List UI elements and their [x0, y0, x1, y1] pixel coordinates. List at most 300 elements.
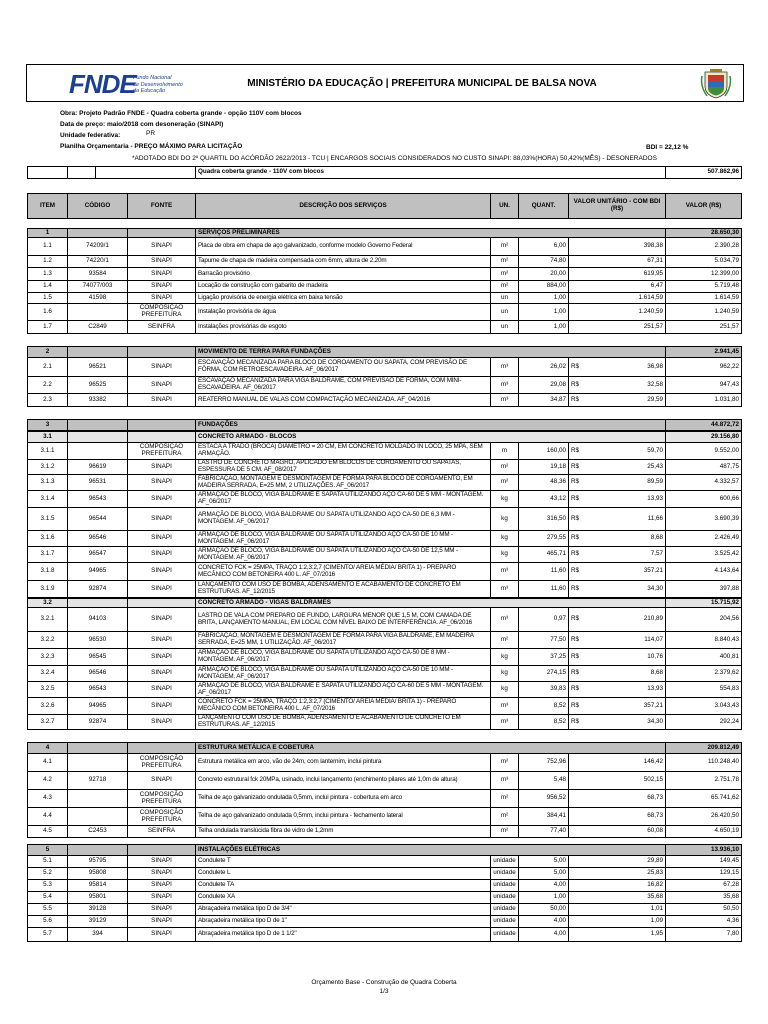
code-cell: C2453 [67, 826, 127, 837]
currency-label: R$ [571, 615, 580, 623]
source-cell: COMPOSIÇÃO PREFEITURA [127, 808, 195, 825]
description-cell: LASTRO DE CONCRETO MAGRO, APLICADO EM BLOCOS DE COROAMENTO OU SAPATAS, ESPESSURA DE 5 CM. AF_08/2017 [195, 460, 490, 474]
item-cell: 3.2.1 [27, 608, 67, 631]
source-cell [127, 432, 195, 442]
table-row [27, 547, 742, 563]
quantity-cell: 11,60 [518, 563, 568, 580]
unit-price-cell [568, 715, 665, 729]
source-cell: SINAPI [127, 256, 195, 267]
code-cell: 96544 [67, 508, 127, 530]
description-cell: CONCRETO FCK = 25MPA, TRAÇO 1:2,3:2,7 (CIMENTO/ AREIA MÉDIA/ BRITA 1) - PREPARO MECÂNICO COM BETONEIRA 400 L. AF_07/2016 [195, 563, 490, 580]
description-cell: MOVIMENTO DE TERRA PARA FUNDAÇÕES [195, 347, 665, 357]
description-cell: CONCRETO ARMADO - BLOCOS [195, 432, 665, 442]
currency-label: R$ [571, 701, 580, 709]
table-row [27, 608, 742, 632]
table-row [27, 491, 742, 508]
quantity-cell: 1,00 [518, 892, 568, 903]
subgroup-row [27, 598, 742, 608]
quantity-cell: 752,96 [518, 754, 568, 771]
code-cell: 93382 [67, 394, 127, 406]
table-row [27, 531, 742, 547]
quantity-cell: 50,00 [518, 904, 568, 915]
table-row [27, 649, 742, 666]
item-cell: 1.3 [27, 268, 67, 280]
source-cell: SINAPI [127, 281, 195, 292]
item-cell: 3.1.1 [27, 443, 67, 459]
code-cell [67, 845, 127, 855]
unit-price-value: 29,89 [647, 857, 663, 865]
description-cell: LANÇAMENTO COM USO DE BOMBA, ADENSAMENTO E ACABAMENTO DE CONCRETO EM ESTRUTURAS. AF_12/2015 [195, 715, 490, 729]
item-cell: 5 [27, 845, 67, 855]
unit-price-value: 68,73 [647, 812, 663, 820]
item-cell: 1.6 [27, 304, 67, 320]
table-row [27, 632, 742, 649]
code-cell [67, 432, 127, 442]
table-row [27, 256, 742, 268]
code-cell: 94965 [67, 698, 127, 714]
item-cell: 5.2 [27, 868, 67, 879]
unit-cell: unidade [490, 880, 518, 891]
unit-price-cell [568, 880, 665, 891]
unit-price-cell [568, 698, 665, 714]
col-codigo: CÓDIGO [67, 194, 127, 218]
total-cell: 8.840,43 [665, 632, 742, 648]
unit-price-cell [568, 649, 665, 665]
table-row [27, 880, 742, 892]
table-row [27, 475, 742, 491]
unit-cell: m [490, 443, 518, 459]
table-row [27, 281, 742, 293]
currency-label: R$ [571, 534, 580, 542]
currency-label: R$ [571, 685, 580, 693]
item-cell: 3.1.5 [27, 508, 67, 530]
unit-cell: unidade [490, 856, 518, 867]
code-cell: C2849 [67, 321, 127, 333]
table-row [27, 868, 742, 880]
code-cell [67, 808, 127, 825]
item-cell: 3.1.6 [27, 531, 67, 546]
unit-cell: kg [490, 491, 518, 507]
table-row [27, 892, 742, 904]
unit-price-cell [568, 321, 665, 333]
source-cell: SINAPI [127, 916, 195, 927]
unit-price-value: 25,43 [647, 462, 663, 470]
description-cell: FABRICAÇÃO, MONTAGEM E DESMONTAGEM DE FÔRMA PARA VIGA BALDRAME, EM MADEIRA SERRADA, E=25 MM, 1 UTILIZAÇÃO. AF_06/2017 [195, 632, 490, 648]
total-cell: 110.248,40 [665, 754, 742, 771]
unit-price-cell [568, 238, 665, 255]
description-cell: Abraçadeira metálica tipo D de 1" [195, 916, 490, 927]
unit-cell: un [490, 293, 518, 303]
unit-cell: kg [490, 508, 518, 530]
item-cell: 2.1 [27, 358, 67, 376]
code-cell [67, 304, 127, 320]
item-cell: 4 [27, 743, 67, 753]
group-row [27, 419, 742, 431]
unit-price-cell [568, 460, 665, 474]
description-cell: Condulete TA [195, 880, 490, 891]
source-cell [127, 743, 195, 753]
item-cell: 4.4 [27, 808, 67, 825]
unit-price-value: 7,57 [650, 550, 663, 558]
unit-price-cell [568, 268, 665, 280]
total-cell: 12.399,00 [665, 268, 742, 280]
source-cell: SINAPI [127, 358, 195, 376]
currency-label: R$ [571, 395, 580, 403]
description-cell: SERVIÇOS PRELIMINARES [195, 229, 665, 237]
unit-price-value: 10,76 [647, 652, 663, 660]
quantity-cell: 77,50 [518, 632, 568, 648]
description-cell: Instalações provisórias de esgoto [195, 321, 490, 333]
total-cell: 600,66 [665, 491, 742, 507]
quantity-cell: 8,52 [518, 698, 568, 714]
unit-cell: m³ [490, 772, 518, 789]
source-cell: COMPOSIÇÃO PREFEITURA [127, 754, 195, 771]
item-cell: 3.1.2 [27, 460, 67, 474]
unit-price-value: 1.240,59 [638, 307, 663, 315]
quantity-cell: 74,80 [518, 256, 568, 267]
quantity-cell: 6,00 [518, 238, 568, 255]
source-cell: SINAPI [127, 563, 195, 580]
spacer-row [27, 219, 742, 228]
source-cell: SINAPI [127, 293, 195, 303]
item-cell: 4.5 [27, 826, 67, 837]
code-cell: 96543 [67, 682, 127, 697]
code-cell: 96531 [67, 475, 127, 490]
unit-price-value: 34,30 [647, 584, 663, 592]
source-cell [127, 599, 195, 607]
code-cell: 96530 [67, 632, 127, 648]
page-number: 1/3 [379, 988, 389, 995]
table-row [27, 682, 742, 698]
item-cell: 5.1 [27, 856, 67, 867]
unit-cell: un [490, 321, 518, 333]
source-cell: COMPOSIÇÃO PREFEITURA [127, 304, 195, 320]
item-cell: 2.2 [27, 377, 67, 393]
total-cell: 3.525,42 [665, 547, 742, 562]
item-cell: 2.3 [27, 394, 67, 406]
source-cell: SINAPI [127, 531, 195, 546]
unit-cell: m² [490, 790, 518, 807]
obra-line: Obra: Projeto Padrão FNDE - Quadra coberta grande - opção 110V com blocos [60, 110, 302, 117]
unit-cell: m² [490, 460, 518, 474]
description-cell: Barracão provisório [195, 268, 490, 280]
code-cell: 93584 [67, 268, 127, 280]
unit-price-value: 114,07 [644, 635, 663, 643]
quantity-cell: 26,02 [518, 358, 568, 376]
unit-cell: m³ [490, 358, 518, 376]
currency-label: R$ [571, 550, 580, 558]
unit-price-cell [568, 682, 665, 697]
unit-price-value: 502,15 [643, 776, 663, 784]
table-row [27, 698, 742, 715]
item-cell: 3.2.5 [27, 682, 67, 697]
code-cell: 92718 [67, 772, 127, 789]
data-preco-line: Data de preço: maio/2018 com desoneração (SINAPI) [60, 121, 224, 128]
total-cell: 5.034,79 [665, 256, 742, 267]
quantity-cell: 956,52 [518, 790, 568, 807]
unit-cell: m² [490, 826, 518, 837]
code-cell: 96543 [67, 491, 127, 507]
unit-cell: m² [490, 281, 518, 292]
code-cell [67, 599, 127, 607]
unit-cell: m³ [490, 698, 518, 714]
item-cell: 1 [27, 229, 67, 237]
unit-price-cell [568, 475, 665, 490]
item-cell: 4.3 [27, 790, 67, 807]
table-row [27, 916, 742, 928]
unit-price-cell [568, 531, 665, 546]
unit-price-value: 32,58 [647, 380, 663, 388]
code-cell [67, 443, 127, 459]
unit-price-cell [568, 904, 665, 915]
quantity-cell: 4,00 [518, 928, 568, 941]
description-cell: Instalação provisória de água [195, 304, 490, 320]
unit-cell: m³ [490, 394, 518, 406]
quantity-cell: 274,15 [518, 666, 568, 681]
total-cell: 3.043,43 [665, 698, 742, 714]
table-row [27, 321, 742, 334]
unit-price-value: 398,38 [643, 242, 663, 250]
unit-cell: unidade [490, 892, 518, 903]
item-cell: 3.1.3 [27, 475, 67, 490]
description-cell: CONCRETO FCK = 25MPA, TRAÇO 1:2,3:2,7 (CIMENTO/ AREIA MÉDIA/ BRITA 1) - PREPARO MECÂNICO COM BETONEIRA 400 L. AF_07/2016 [195, 698, 490, 714]
item-cell: 1.2 [27, 256, 67, 267]
source-cell [127, 229, 195, 237]
quantity-cell: 39,83 [518, 682, 568, 697]
quantity-cell: 34,87 [518, 394, 568, 406]
description-cell: INSTALAÇÕES ELÉTRICAS [195, 845, 665, 855]
unit-price-cell [568, 826, 665, 837]
total-cell: 204,56 [665, 608, 742, 631]
source-cell: SINAPI [127, 715, 195, 729]
table-row [27, 268, 742, 281]
description-cell: Ligação provisória de energia elétrica em baixa tensão [195, 293, 490, 303]
unit-price-value: 60,08 [647, 827, 663, 835]
document-title: MINISTÉRIO DA EDUCAÇÃO | PREFEITURA MUNICIPAL DE BALSA NOVA [247, 78, 597, 89]
currency-label: R$ [571, 567, 580, 575]
total-cell: 1.240,59 [665, 304, 742, 320]
description-cell: Estrutura metálica em arco, vão de 24m, com lanternim, inclui pintura [195, 754, 490, 771]
quantity-cell: 316,50 [518, 508, 568, 530]
code-cell: 96546 [67, 531, 127, 546]
total-cell: 2.390,28 [665, 238, 742, 255]
value-cell: 209.812,49 [665, 743, 742, 753]
total-cell: 2.751,78 [665, 772, 742, 789]
unit-price-cell [568, 608, 665, 631]
unit-cell: kg [490, 682, 518, 697]
quantity-cell: 279,55 [518, 531, 568, 546]
source-cell: SEINFRA [127, 826, 195, 837]
item-cell: 5.5 [27, 904, 67, 915]
code-cell: 95795 [67, 856, 127, 867]
total-cell: 2.426,49 [665, 531, 742, 546]
unit-price-cell [568, 281, 665, 292]
col-un: UN. [490, 194, 518, 218]
unit-cell: un [490, 304, 518, 320]
source-cell: SINAPI [127, 682, 195, 697]
spacer-row [27, 334, 742, 346]
total-cell: 292,24 [665, 715, 742, 729]
code-cell: 96525 [67, 377, 127, 393]
subgroup-row [27, 431, 742, 443]
table-row [27, 928, 742, 942]
table-row [27, 826, 742, 838]
description-cell: ARMAÇÃO DE BLOCO, VIGA BALDRAME E SAPATA UTILIZANDO AÇO CA-60 DE 5 MM - MONTAGEM. AF_06/2017 [195, 682, 490, 697]
source-cell: SINAPI [127, 880, 195, 891]
item-cell: 2 [27, 347, 67, 357]
description-cell: Concreto estrutural fck 20MPa, usinado, inclui lançamento (enchimento pilares até 1,0m de altura) [195, 772, 490, 789]
quantity-cell: 11,60 [518, 581, 568, 597]
currency-label: R$ [571, 514, 580, 522]
table-row [27, 856, 742, 868]
code-cell: 95814 [67, 880, 127, 891]
col-item: ITEM [27, 194, 67, 218]
total-cell: 4.143,64 [665, 563, 742, 580]
unit-price-cell [568, 892, 665, 903]
planilha-line: Planilha Orçamentaria - PREÇO MÁXIMO PARA LICITAÇÃO [60, 143, 243, 150]
currency-label: R$ [571, 446, 580, 454]
description-cell: Telha ondulada translúcida fibra de vidro de 1,2mm [195, 826, 490, 837]
description-cell: Telha de aço galvanizado ondulada 0,5mm, inclui pintura - cobertura em arco [195, 790, 490, 807]
quantity-cell: 465,71 [518, 547, 568, 562]
total-cell: 2.379,62 [665, 666, 742, 681]
description-cell: Placa de obra em chapa de aço galvanizado, conforme modelo Governo Federal [195, 238, 490, 255]
source-cell: SINAPI [127, 238, 195, 255]
total-cell: 7,80 [665, 928, 742, 941]
item-cell: 3.1.4 [27, 491, 67, 507]
unit-price-value: 1,09 [650, 917, 663, 925]
unit-cell: kg [490, 531, 518, 546]
quantity-cell: 37,25 [518, 649, 568, 665]
unit-price-cell [568, 868, 665, 879]
quantity-cell: 5,48 [518, 772, 568, 789]
source-cell: COMPOSIÇÃO PREFEITURA [127, 443, 195, 459]
code-cell: 92874 [67, 581, 127, 597]
group-row [27, 844, 742, 856]
unit-price-value: 13,93 [647, 494, 663, 502]
unit-price-value: 251,57 [643, 322, 663, 330]
unit-price-value: 67,31 [647, 257, 663, 265]
description-cell: ARMAÇÃO DE BLOCO, VIGA BALDRAME OU SAPATA UTILIZANDO AÇO CA-50 DE 10 MM - MONTAGEM. AF_06/2017 [195, 531, 490, 546]
unit-price-value: 357,21 [643, 701, 663, 709]
item-cell: 1.1 [27, 238, 67, 255]
value-cell: 15.715,92 [665, 599, 742, 607]
currency-label: R$ [571, 584, 580, 592]
total-cell: 4.650,19 [665, 826, 742, 837]
summary-label: Quadra coberta grande - 110V com blocos [195, 167, 665, 178]
unit-price-cell [568, 754, 665, 771]
unit-price-value: 13,93 [647, 685, 663, 693]
code-cell: 96547 [67, 547, 127, 562]
total-cell: 947,43 [665, 377, 742, 393]
source-cell: SINAPI [127, 475, 195, 490]
table-row [27, 772, 742, 790]
description-cell: LANÇAMENTO COM USO DE BOMBA, ADENSAMENTO E ACABAMENTO DE CONCRETO EM ESTRUTURAS. AF_12/2015 [195, 581, 490, 597]
table-row [27, 790, 742, 808]
unit-price-cell [568, 304, 665, 320]
table-row [27, 508, 742, 531]
total-cell: 554,83 [665, 682, 742, 697]
unit-price-cell [568, 491, 665, 507]
adotado-note: *ADOTADO BDI DO 2º QUARTIL DO ACÓRDÃO 2622/2013 - TCU | ENCARGOS SOCIAIS CONSIDERADOS NO CUSTO SINAPI: 88,03%(HORA) 50,42%(MÊS) - DESONERADOS [132, 155, 657, 162]
source-cell: SINAPI [127, 856, 195, 867]
unit-cell: m³ [490, 563, 518, 580]
col-descricao: DESCRIÇÃO DOS SERVIÇOS [195, 194, 490, 218]
unit-cell: kg [490, 666, 518, 681]
code-cell: 92874 [67, 715, 127, 729]
table-row [27, 904, 742, 916]
unit-price-cell [568, 772, 665, 789]
value-cell: 29.156,80 [665, 432, 742, 442]
total-cell: 35,68 [665, 892, 742, 903]
code-cell [67, 229, 127, 237]
source-cell: SINAPI [127, 928, 195, 941]
table-row [27, 460, 742, 475]
unit-price-cell [568, 916, 665, 927]
currency-label: R$ [571, 362, 580, 370]
quantity-cell: 29,08 [518, 377, 568, 393]
budget-table [27, 0, 742, 1024]
total-cell: 9.552,00 [665, 443, 742, 459]
quantity-cell: 1,00 [518, 293, 568, 303]
item-cell: 3.1 [27, 432, 67, 442]
item-cell: 1.4 [27, 281, 67, 292]
currency-label: R$ [571, 462, 580, 470]
uf-label: Unidade federativa: [60, 132, 121, 139]
unit-price-value: 29,59 [647, 395, 663, 403]
code-cell: 96545 [67, 649, 127, 665]
column-header-row [27, 193, 742, 219]
code-cell: 96521 [67, 358, 127, 376]
description-cell: ESTACA A TRADO (BROCA) DIÂMETRO = 20 CM, EM CONCRETO MOLDADO IN LOCO, 25 MPA, SEM ARMAÇÃO. [195, 443, 490, 459]
unit-cell: m² [490, 808, 518, 825]
total-cell: 400,81 [665, 649, 742, 665]
quantity-cell: 48,36 [518, 475, 568, 490]
value-cell: 44.872,72 [665, 420, 742, 430]
unit-cell: unidade [490, 928, 518, 941]
unit-cell: m² [490, 238, 518, 255]
quantity-cell: 4,00 [518, 916, 568, 927]
code-cell: 94965 [67, 563, 127, 580]
description-cell: ESCAVAÇÃO MECANIZADA PARA VIGA BALDRAME, COM PREVISÃO DE FÔRMA, COM MINI-ESCAVADEIRA. AF_06/2017 [195, 377, 490, 393]
currency-label: R$ [571, 717, 580, 725]
item-cell: 3.2.2 [27, 632, 67, 648]
unit-cell: unidade [490, 868, 518, 879]
code-cell: 39128 [67, 904, 127, 915]
unit-price-value: 11,66 [647, 514, 663, 522]
source-cell: SINAPI [127, 608, 195, 631]
source-cell: SINAPI [127, 772, 195, 789]
source-cell: SINAPI [127, 698, 195, 714]
col-valor: VALOR (R$) [665, 194, 742, 218]
unit-price-cell [568, 358, 665, 376]
quantity-cell: 884,00 [518, 281, 568, 292]
unit-cell: unidade [490, 916, 518, 927]
page-footer [0, 978, 768, 996]
quantity-cell: 5,00 [518, 856, 568, 867]
description-cell: Telha de aço galvanizado ondulada 0,5mm, inclui pintura - fechamento lateral [195, 808, 490, 825]
footer-title: Orçamento Base - Construção de Quadra Coberta [311, 979, 457, 986]
unit-price-cell [568, 563, 665, 580]
source-cell: SINAPI [127, 377, 195, 393]
currency-label: R$ [571, 380, 580, 388]
description-cell: FABRICAÇÃO, MONTAGEM E DESMONTAGEM DE FÔRMA PARA BLOCO DE COROAMENTO, EM MADEIRA SERRADA, E=25 MM, 2 UTILIZAÇÕES. AF_06/2017 [195, 475, 490, 490]
source-cell: SINAPI [127, 904, 195, 915]
unit-price-cell [568, 790, 665, 807]
code-cell [67, 743, 127, 753]
spacer-row [27, 407, 742, 419]
source-cell: SINAPI [127, 460, 195, 474]
